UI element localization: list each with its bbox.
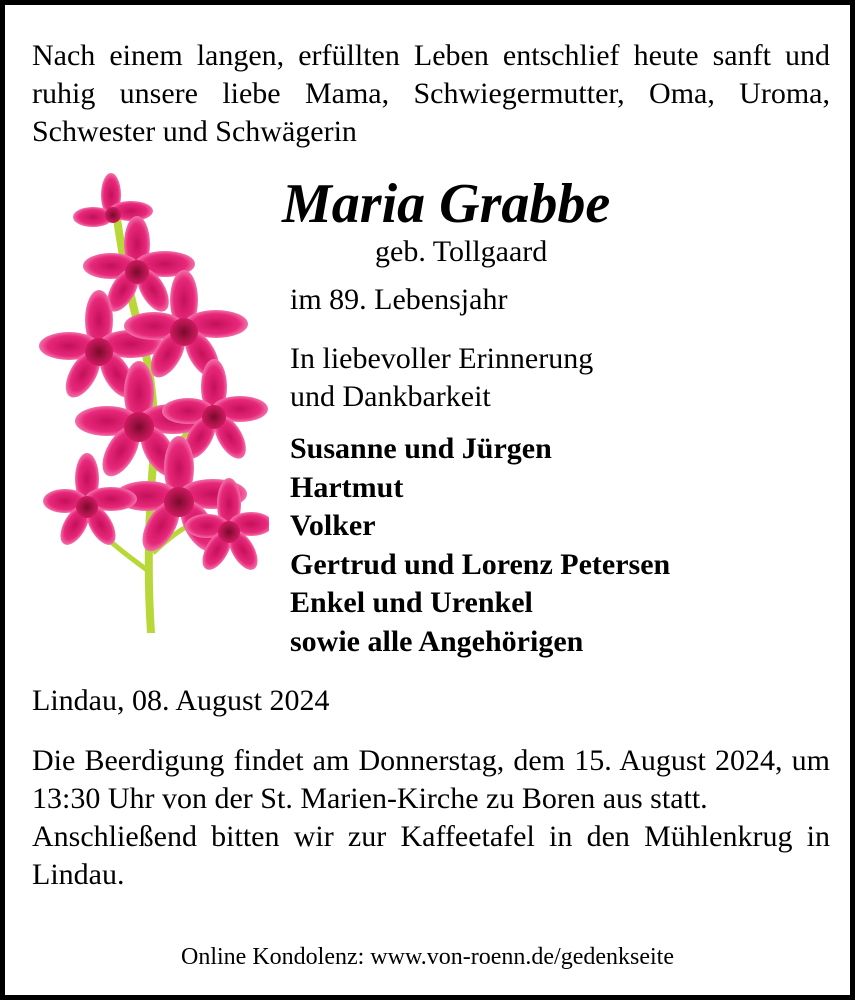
place-date: Lindau, 08. August 2024 [32, 684, 330, 717]
funeral-text: Die Beerdigung findet am Donnerstag, dem 15. August 2024, um 13:30 Uhr von der St. Marien-Kirche zu Boren aus statt. [32, 744, 830, 815]
family-member: Gertrud und Lorenz Petersen [290, 547, 671, 581]
coffee-text: Anschließend bitten wir zur Kaffeetafel in den Mühlenkrug in Lindau. [32, 820, 830, 891]
memory-text [290, 340, 593, 416]
funeral-info [32, 742, 830, 894]
family-member: sowie alle Angehörigen [290, 624, 584, 658]
online-condolence: Online Kondolenz: www.von-roenn.de/gedenkseite [181, 944, 674, 970]
maiden-name: geb. Tollgaard [375, 235, 548, 268]
deceased-name: Maria Grabbe [282, 173, 611, 235]
family-member: Susanne und Jürgen [290, 432, 552, 465]
memory-line: und Dankbarkeit [290, 380, 491, 413]
intro-text: Nach einem langen, erfüllten Leben entschlief heute sanft und ruhig unsere liebe Mama, Schwiegermutter, Oma, Uroma, Schwester und Schwägerin [32, 39, 830, 148]
family-list [290, 430, 670, 661]
orchid-flower-icon [39, 173, 269, 633]
family-member: Volker [290, 509, 376, 542]
age-text: im 89. Lebensjahr [290, 283, 508, 316]
memory-line: In liebevoller Erinnerung [290, 342, 594, 375]
family-member: Hartmut [290, 470, 404, 504]
family-member: Enkel und Urenkel [290, 586, 533, 619]
